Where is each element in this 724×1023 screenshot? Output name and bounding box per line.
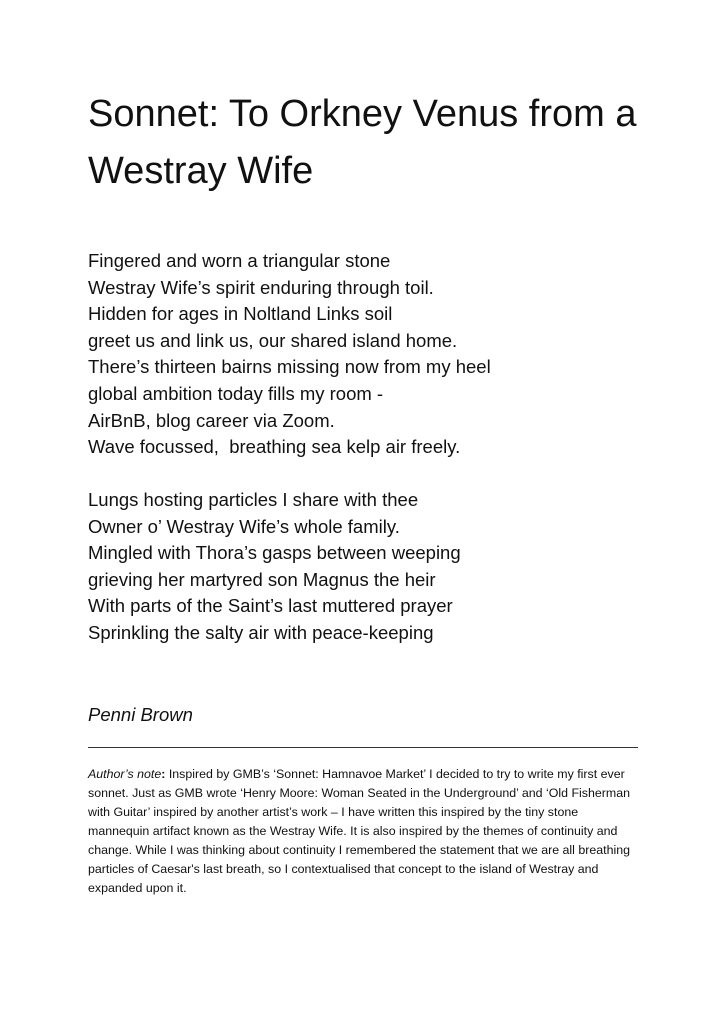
stanza-1 (88, 248, 648, 461)
note-text: Inspired by GMB’s ‘Sonnet: Hamnavoe Market’ I decided to try to write my first ever sonnet. Just as GMB wrote ‘Henry Moore: Woman Seated in the Underground’ and ‘Old Fisherman with Guitar’ inspired by another artist’s work – I have written this inspired by the tiny stone mannequin artifact known as the Westray Wife. It is also inspired by the themes of continuity and change. While I was thinking about continuity I remembered the statement that we are all breathing particles of Caesar's last breath, so I contextualised that concept to the island of Westray and expanded upon it. (88, 767, 631, 895)
poem-line: Mingled with Thora’s gasps between weeping (88, 542, 461, 564)
stanza-2 (88, 487, 648, 647)
poem-line: Wave focussed, breathing sea kelp air freely. (88, 436, 461, 458)
poem-line: Lungs hosting particles I share with thee (88, 489, 419, 510)
poem-line: There’s thirteen bairns missing now from my heel (88, 356, 491, 378)
divider (88, 747, 638, 748)
page-title: Sonnet: To Orkney Venus from a Westray Wife (88, 93, 637, 192)
poem-line: With parts of the Saint’s last muttered prayer (88, 595, 453, 617)
poem-line: greet us and link us, our shared island home. (88, 329, 458, 351)
poem-line: Fingered and worn a triangular stone (88, 250, 391, 271)
poem-line: grieving her martyred son Magnus the heir (88, 568, 436, 590)
note-colon: : (161, 767, 166, 781)
poem-line: global ambition today fills my room - (88, 382, 384, 404)
poem-line: Hidden for ages in Noltland Links soil (88, 303, 393, 325)
poem-line: Owner o’ Westray Wife’s whole family. (88, 515, 400, 537)
poem-line: Westray Wife’s spirit enduring through toil. (88, 276, 434, 298)
poem-line: AirBnB, blog career via Zoom. (88, 409, 335, 431)
poem-line: Sprinkling the salty air with peace-keeping (88, 621, 434, 643)
authors-note (88, 765, 638, 898)
note-label: Author’s note (88, 767, 162, 781)
author-name: Penni Brown (88, 704, 193, 725)
